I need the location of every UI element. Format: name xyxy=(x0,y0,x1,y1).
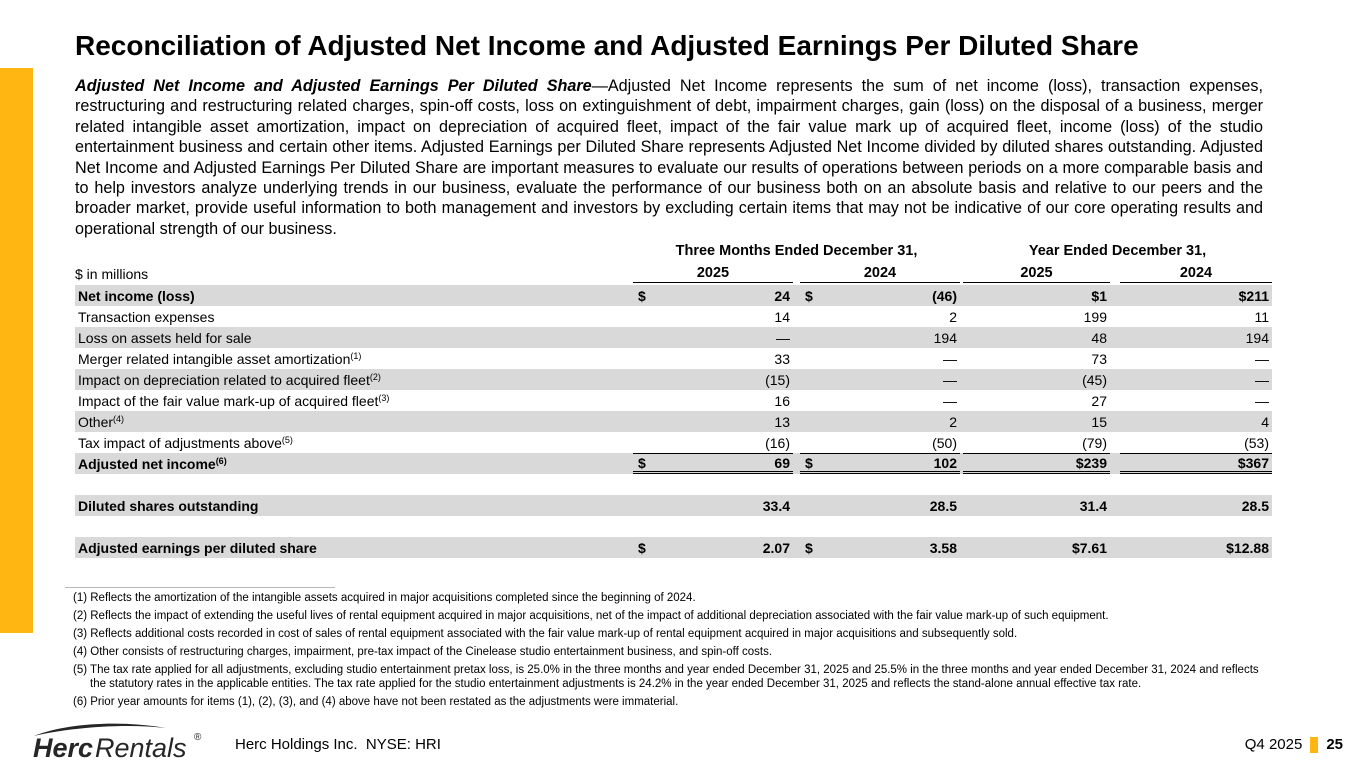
row-label: Merger related intangible asset amortization xyxy=(78,350,351,367)
table-row xyxy=(75,285,1272,306)
cell-value: 33 xyxy=(774,350,790,367)
cell-value: 27 xyxy=(1091,392,1107,409)
cell-three-months-2025 xyxy=(633,369,793,390)
footnote: (3) Reflects additional costs recorded in cost of sales of rental equipment associated with the fair value mark-up of rental equipment acquired in major acquisitions and subsequently sold. xyxy=(73,628,1018,640)
dollar-sign: $ xyxy=(638,287,646,304)
table-header-groups xyxy=(75,243,1272,262)
units-label: $ in millions xyxy=(75,266,149,282)
row-label-cell xyxy=(75,348,627,369)
footnote: (4) Other consists of restructuring charges, impairment, pre-tax impact of the Cinelease studio entertainment business, and spin-off costs. xyxy=(73,646,773,658)
cell-year-2025 xyxy=(963,537,1110,558)
cell-year-2024 xyxy=(1120,369,1272,390)
cell-value: 13 xyxy=(774,413,790,430)
col-group-three-months: Three Months Ended December 31, xyxy=(675,243,918,259)
cell-value: 2 xyxy=(949,413,957,430)
cell-value: (50) xyxy=(932,434,957,451)
row-footnote-ref: (3) xyxy=(378,392,390,403)
cell-value: — xyxy=(943,371,957,388)
year-col-y-2025: 2025 xyxy=(963,265,1110,283)
cell-value: (16) xyxy=(765,434,790,451)
row-label-cell xyxy=(75,369,627,390)
logo-herc-text: Herc xyxy=(33,733,94,763)
cell-value: (53) xyxy=(1244,434,1269,451)
cell-value: 28.5 xyxy=(929,497,957,514)
table-row xyxy=(75,306,1272,327)
table-row xyxy=(75,453,1272,474)
cell-value: 102 xyxy=(933,454,957,471)
intro-paragraph xyxy=(75,76,1263,239)
cell-value: $211 xyxy=(1238,287,1269,304)
cell-value: $7.61 xyxy=(1071,539,1107,556)
row-footnote-ref: (5) xyxy=(281,434,293,445)
cell-three-months-2025 xyxy=(633,327,793,348)
cell-three-months-2025 xyxy=(633,453,793,474)
cell-three-months-2024 xyxy=(800,453,960,474)
cell-year-2025 xyxy=(963,369,1110,390)
row-label: Loss on assets held for sale xyxy=(78,329,252,346)
cell-value: 3.58 xyxy=(929,539,957,556)
table-row xyxy=(75,369,1272,390)
row-label: Impact on depreciation related to acquired fleet xyxy=(78,371,370,388)
intro-body-text: —Adjusted Net Income represents the sum of net income (loss), transaction expenses, restructuring and restructuring related charges, spin-off costs, loss on extinguishment of debt, impairment charges, gain (loss) on the disposal of a business, merger related intangible asset amortization, impact on depreciation of acquired fleet, impact of the fair value mark up of acquired fleet, income (loss) of the studio entertainment business and certain other items. Adjusted Earnings per Diluted Share represents Adjusted Net Income divided by diluted shares outstanding. Adjusted Net Income and Adjusted Earnings Per Diluted Share are important measures to evaluate our results of operations between periods on a more comparable basis and to help investors analyze underlying trends in our business, evaluate the performance of our business both on an absolute basis and relative to our peers and the broader market, provide useful information to both management and investors by excluding certain items that may not be indicative of our core operating results and operational strength of our business. xyxy=(75,77,1263,238)
cell-year-2025 xyxy=(963,348,1110,369)
cell-value: 194 xyxy=(1245,329,1269,346)
table-row xyxy=(75,411,1272,432)
footnote: (5) The tax rate applied for all adjustments, excluding studio entertainment pretax loss, is 25.0% in the three months and year ended December 31, 2025 and 25.5% in the three months and year ended December 31, 2024 and reflects the statutory rates in the applicable entities. The tax rate applied for the studio entertainment adjustments is 24.2% in the year ended December 31, 2025 and reflects the stand-alone annual effective tax rate. xyxy=(73,664,1259,690)
table-row xyxy=(75,432,1272,453)
cell-three-months-2024 xyxy=(800,411,960,432)
row-label-cell xyxy=(75,453,627,474)
cell-value: 31.4 xyxy=(1079,497,1107,514)
cell-value: (45) xyxy=(1082,371,1107,388)
reconciliation-table xyxy=(75,243,1272,558)
footnotes-list xyxy=(73,592,1273,714)
row-label-cell xyxy=(75,495,627,516)
cell-year-2025 xyxy=(963,495,1110,516)
table-spacer xyxy=(75,474,1272,495)
cell-three-months-2025 xyxy=(633,537,793,558)
cell-value: 16 xyxy=(774,392,790,409)
dollar-sign: $ xyxy=(805,539,813,556)
header-spacer xyxy=(75,243,633,262)
row-label: Impact of the fair value mark-up of acquired fleet xyxy=(78,392,379,409)
cell-year-2024 xyxy=(1120,390,1272,411)
cell-value: — xyxy=(943,350,957,367)
row-label-cell xyxy=(75,432,627,453)
cell-value: $1 xyxy=(1091,287,1107,304)
table-row xyxy=(75,390,1272,411)
cell-three-months-2024 xyxy=(800,495,960,516)
dollar-sign: $ xyxy=(805,287,813,304)
cell-value: 28.5 xyxy=(1241,497,1269,514)
table-header-years xyxy=(75,262,1272,283)
cell-three-months-2025 xyxy=(633,390,793,411)
cell-year-2024 xyxy=(1120,432,1272,453)
footer-right xyxy=(1245,736,1343,753)
cell-value: $12.88 xyxy=(1226,539,1269,556)
row-footnote-ref: (6) xyxy=(215,455,227,466)
page-number-accent-bar xyxy=(1310,737,1318,753)
table-row xyxy=(75,495,1272,516)
footnote-separator-line xyxy=(65,587,335,588)
row-label: Adjusted earnings per diluted share xyxy=(78,539,317,556)
quarter-label: Q4 2025 xyxy=(1244,736,1303,753)
cell-year-2025 xyxy=(963,285,1110,306)
company-ticker-line: Herc Holdings Inc. NYSE: HRI xyxy=(235,736,441,753)
cell-year-2025 xyxy=(963,327,1110,348)
row-footnote-ref: (4) xyxy=(113,413,125,424)
cell-year-2024 xyxy=(1120,327,1272,348)
cell-value: 33.4 xyxy=(762,497,790,514)
row-footnote-ref: (1) xyxy=(350,350,362,361)
cell-value: (46) xyxy=(932,287,957,304)
cell-year-2024 xyxy=(1120,453,1272,474)
cell-value: 48 xyxy=(1091,329,1107,346)
row-label: Transaction expenses xyxy=(78,308,215,325)
cell-three-months-2024 xyxy=(800,369,960,390)
cell-value: 2.07 xyxy=(762,539,790,556)
footnote: (1) Reflects the amortization of the intangible assets acquired in major acquisitions completed since the beginning of 2024. xyxy=(73,592,696,604)
row-label: Adjusted net income xyxy=(78,455,216,472)
cell-three-months-2024 xyxy=(800,432,960,453)
dollar-sign: $ xyxy=(638,454,646,471)
cell-value: 2 xyxy=(949,308,957,325)
cell-three-months-2025 xyxy=(633,432,793,453)
cell-year-2025 xyxy=(963,306,1110,327)
cell-year-2025 xyxy=(963,390,1110,411)
cell-value: 194 xyxy=(933,329,957,346)
cell-value: $239 xyxy=(1075,454,1107,471)
logo-rentals-text: Rentals xyxy=(95,733,187,763)
cell-three-months-2025 xyxy=(633,285,793,306)
cell-year-2025 xyxy=(963,453,1110,474)
year-col-q-2024: 2024 xyxy=(800,265,960,283)
cell-value: 199 xyxy=(1083,308,1107,325)
row-label-cell xyxy=(75,411,627,432)
cell-three-months-2024 xyxy=(800,306,960,327)
row-label-cell xyxy=(75,327,627,348)
cell-year-2025 xyxy=(963,432,1110,453)
cell-year-2025 xyxy=(963,411,1110,432)
dollar-sign: $ xyxy=(805,454,813,471)
logo-registered-mark: ® xyxy=(194,732,202,743)
cell-year-2024 xyxy=(1120,411,1272,432)
cell-value: (15) xyxy=(765,371,790,388)
col-group-year: Year Ended December 31, xyxy=(1028,243,1207,259)
cell-value: 14 xyxy=(774,308,790,325)
cell-value: 73 xyxy=(1091,350,1107,367)
cell-three-months-2025 xyxy=(633,411,793,432)
cell-year-2024 xyxy=(1120,537,1272,558)
row-label: Net income (loss) xyxy=(78,287,195,304)
row-label-cell xyxy=(75,537,627,558)
year-col-q-2025: 2025 xyxy=(633,265,793,283)
cell-value: — xyxy=(943,392,957,409)
cell-three-months-2024 xyxy=(800,285,960,306)
cell-value: 15 xyxy=(1091,413,1107,430)
page-number: 25 xyxy=(1326,736,1343,753)
row-label-cell xyxy=(75,390,627,411)
cell-year-2024 xyxy=(1120,495,1272,516)
footnote: (6) Prior year amounts for items (1), (2), (3), and (4) above have not been restated as the adjustments were immaterial. xyxy=(73,695,679,708)
intro-lead-in: Adjusted Net Income and Adjusted Earnings Per Diluted Share xyxy=(75,77,592,95)
cell-year-2024 xyxy=(1120,306,1272,327)
cell-three-months-2024 xyxy=(800,537,960,558)
cell-value: — xyxy=(1255,371,1269,388)
cell-value: — xyxy=(1255,350,1269,367)
row-footnote-ref: (2) xyxy=(369,371,381,382)
table-row xyxy=(75,327,1272,348)
cell-three-months-2024 xyxy=(800,348,960,369)
cell-three-months-2025 xyxy=(633,306,793,327)
cell-year-2024 xyxy=(1120,285,1272,306)
cell-value: 24 xyxy=(774,287,790,304)
row-label-cell xyxy=(75,285,627,306)
page-title: Reconciliation of Adjusted Net Income and Adjusted Earnings Per Diluted Share xyxy=(75,30,1139,61)
cell-three-months-2025 xyxy=(633,348,793,369)
footnote: (2) Reflects the impact of extending the useful lives of rental equipment acquired in major acquisitions, net of the impact of additional depreciation associated with the fair value mark-up of such equipment. xyxy=(73,610,1109,622)
row-label: Diluted shares outstanding xyxy=(78,497,259,514)
table-body xyxy=(75,285,1272,558)
row-label: Tax impact of adjustments above xyxy=(78,434,282,451)
row-label-cell xyxy=(75,306,627,327)
year-col-y-2024: 2024 xyxy=(1120,265,1272,283)
cell-value: 11 xyxy=(1254,308,1269,325)
table-spacer xyxy=(75,516,1272,537)
cell-value: — xyxy=(776,329,790,346)
footer xyxy=(0,716,1365,768)
cell-year-2024 xyxy=(1120,348,1272,369)
cell-three-months-2025 xyxy=(633,495,793,516)
cell-value: 4 xyxy=(1261,413,1269,430)
cell-value: — xyxy=(1255,392,1269,409)
table-row xyxy=(75,348,1272,369)
herc-rentals-logo xyxy=(26,720,231,764)
cell-value: (79) xyxy=(1082,434,1107,451)
gold-accent-bar xyxy=(0,68,33,633)
cell-three-months-2024 xyxy=(800,390,960,411)
cell-three-months-2024 xyxy=(800,327,960,348)
cell-value: 69 xyxy=(774,454,790,471)
row-label: Other xyxy=(78,413,114,430)
dollar-sign: $ xyxy=(638,539,646,556)
cell-value: $367 xyxy=(1237,454,1269,471)
table-row xyxy=(75,537,1272,558)
